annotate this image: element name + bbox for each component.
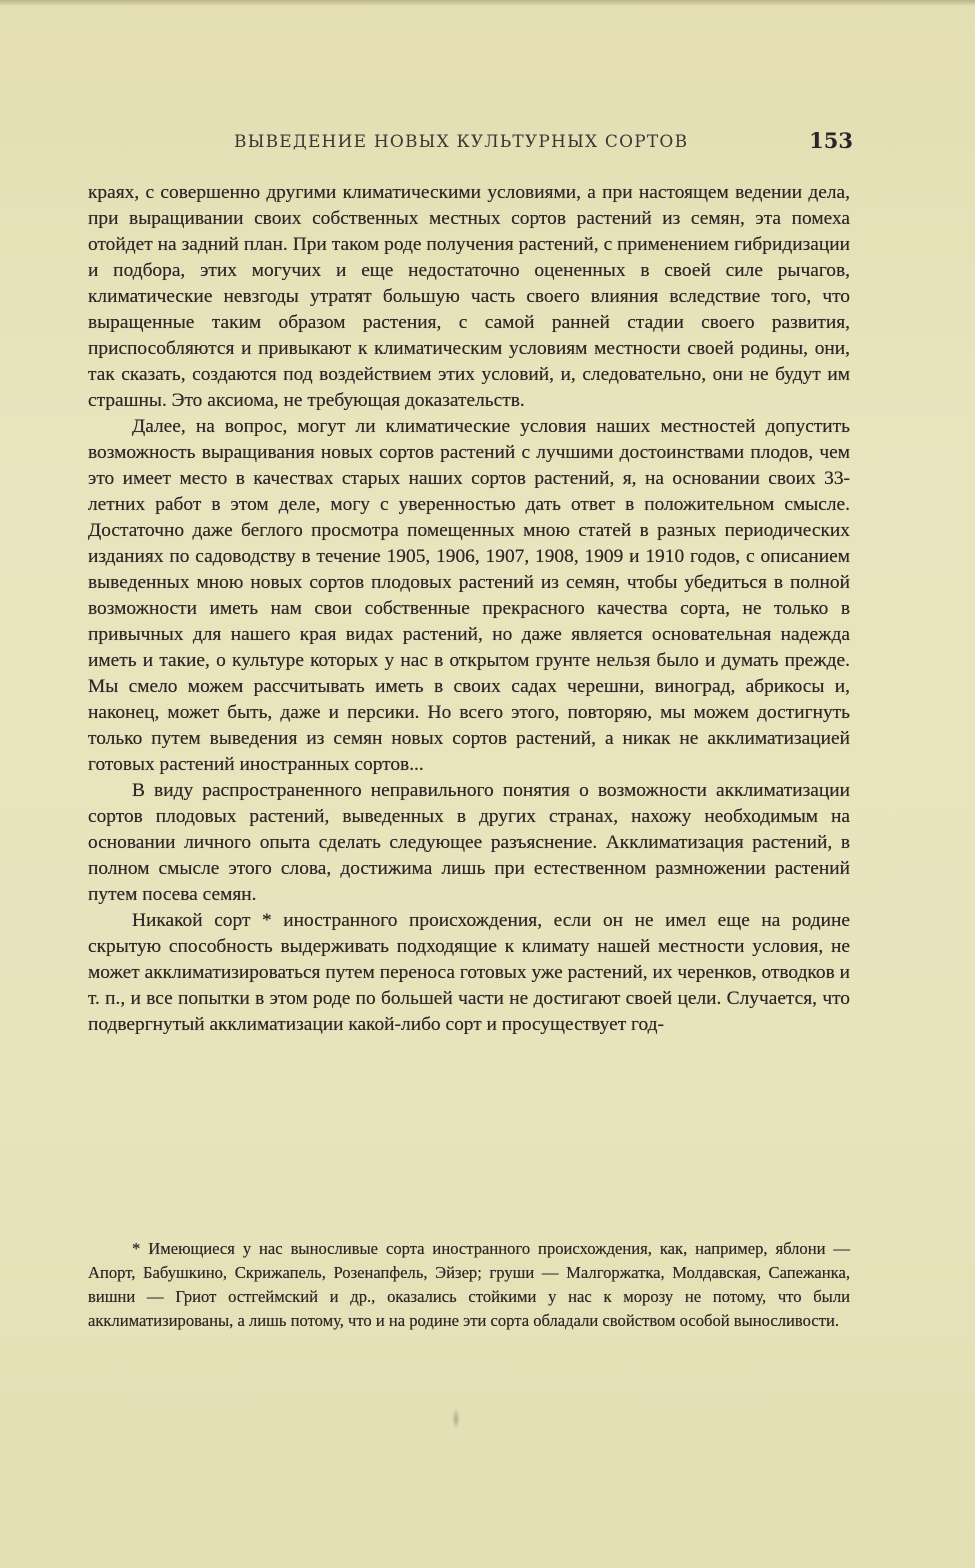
page-header	[88, 128, 853, 158]
paragraph-3: В виду распространенного неправильного понятия о возможности акклиматизации сортов плодовых растений, выведенных в других странах, нахожу необходимым на основании личного опыта сделать следующее разъяснение. Акклиматизация растений, в полном смысле этого слова, достижима лишь при естественном размножении растений путем посева семян.	[88, 780, 850, 905]
footnote: * Имеющиеся у нас выносливые сорта иностранного происхождения, как, например, яблони — Апорт, Бабушкино, Скрижапель, Розенапфель, Эйзер; груши — Малгоржатка, Молдавская, Сапежанка, вишни — Гриот остгеймский и др., оказались стойкими у нас к морозу не потому, что были акклиматизированы, а лишь потому, что и на родине эти сорта обладали свойством особой выносливости.	[88, 1239, 850, 1330]
paragraph-4: Никакой сорт * иностранного происхождения, если он не имел еще на родине скрытую способность выдерживать подходящие к климату нашей местности условия, не может акклиматизироваться путем переноса готовых уже растений, их черенков, отводков и т. п., и все попытки в этом роде по большей части не достигают своей цели. Случается, что подвергнутый акклиматизации какой-либо сорт и просуществует год-	[88, 910, 850, 1035]
paper-smudge	[452, 1408, 460, 1430]
paragraph-1: краях, с совершенно другими климатическими условиями, а при настоящем ведении дела, при выращивании своих собственных местных сортов растений из семян, эта помеха отойдет на задний план. При таком роде получения растений, с применением гибридизации и подбора, этих могучих и еще недостаточно оцененных в своей силе рычагов, климатические невзгоды утратят большую часть своего влияния вследствие того, что выращенные таким образом растения, с самой ранней стадии своего развития, приспособляются и привыкают к климатическим условиям местности своей родины, они, так сказать, создаются под воздействием этих условий, и, следовательно, они не будут им страшны. Это аксиома, не требующая доказательств.	[88, 182, 850, 411]
body-text	[88, 180, 850, 1038]
running-title: ВЫВЕДЕНИЕ НОВЫХ КУЛЬТУРНЫХ СОРТОВ	[234, 132, 689, 152]
paragraph-2: Далее, на вопрос, могут ли климатические условия наших местностей допустить возможность выращивания новых сортов растений с лучшими достоинствами плодов, чем это имеет место в качествах старых наших сортов растений, я, на основании своих 33-летних работ в этом деле, могу с уверенностью дать ответ в положительном смысле. Достаточно даже беглого просмотра помещенных мною статей в разных периодических изданиях по садоводству в течение 1905, 1906, 1907, 1908, 1909 и 1910 годов, с описанием выведенных мною новых сортов плодовых растений из семян, чтобы убедиться в полной возможности иметь нам свои собственные прекрасного качества сорта, не только в привычных для нашего края видах растений, но даже является основательная надежда иметь и такие, о культуре которых у нас в открытом грунте нельзя было и думать прежде. Мы смело можем рассчитывать иметь в своих садах черешни, виноград, абрикосы и, наконец, может быть, даже и персики. Но всего этого, повторяю, мы можем достигнуть только путем выведения из семян новых сортов растений, а никак не акклиматизацией готовых растений иностранных сортов...	[88, 416, 850, 775]
page-top-edge	[0, 0, 975, 6]
page-number: 153	[809, 128, 853, 153]
